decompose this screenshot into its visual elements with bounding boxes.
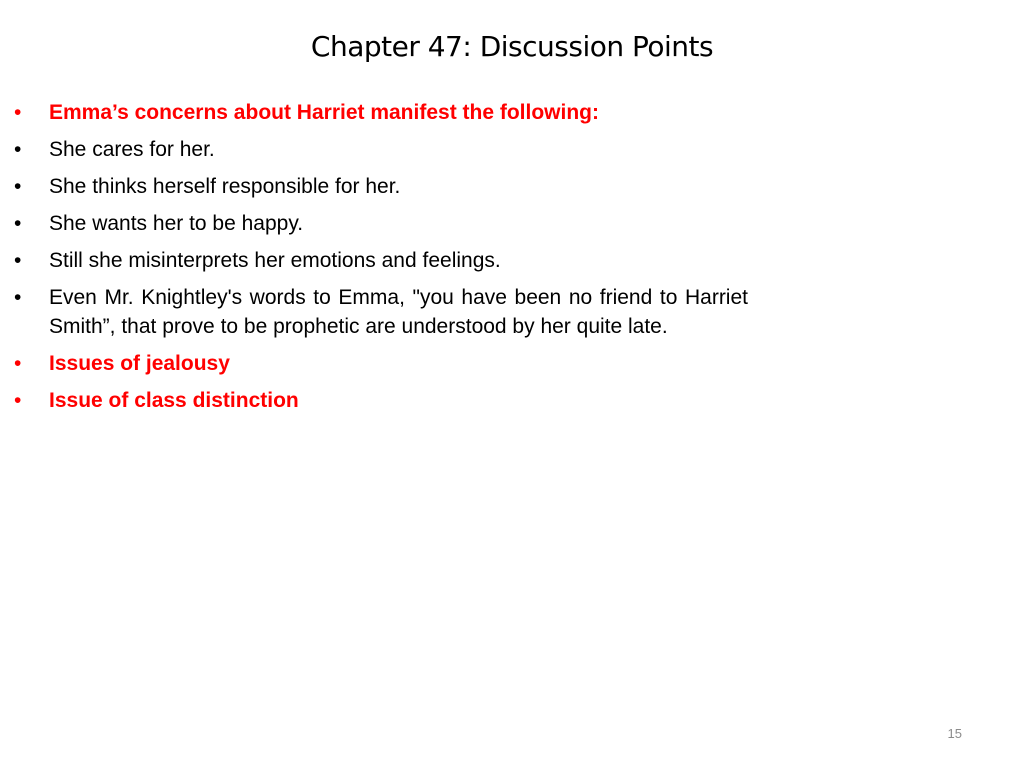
bullet-icon: • (14, 138, 22, 161)
bullet-text: She cares for her. (49, 138, 215, 161)
bullet-text: She wants her to be happy. (49, 212, 304, 235)
bullet-icon: • (14, 101, 22, 124)
bullet-icon: • (14, 249, 22, 272)
bullet-item (14, 246, 748, 275)
bullet-text: She thinks herself responsible for her. (49, 175, 401, 198)
bullet-item (14, 283, 748, 341)
slide-title: Chapter 47: Discussion Points (310, 30, 714, 63)
bullet-icon: • (14, 212, 22, 235)
bullet-item (14, 349, 748, 378)
bullet-icon: • (14, 352, 22, 375)
bullet-text: Issues of jealousy (49, 352, 230, 375)
bullet-item (14, 172, 748, 201)
bullet-icon: • (14, 286, 22, 309)
bullet-item (14, 135, 748, 164)
bullet-item (14, 209, 748, 238)
bullet-text: Emma’s concerns about Harriet manifest the following: (49, 101, 599, 124)
bullet-text: Even Mr. Knightley's words to Emma, "you have been no friend to Harriet Smith”, that prove to be prophetic are understood by her quite late. (49, 286, 748, 338)
bullet-text: Issue of class distinction (49, 389, 299, 412)
bullet-item (14, 98, 748, 127)
bullet-item (14, 386, 748, 415)
page-number: 15 (947, 726, 962, 741)
bullet-text: Still she misinterprets her emotions and feelings. (49, 249, 501, 272)
bullet-icon: • (14, 389, 22, 412)
bullet-list (14, 98, 748, 423)
bullet-icon: • (14, 175, 22, 198)
